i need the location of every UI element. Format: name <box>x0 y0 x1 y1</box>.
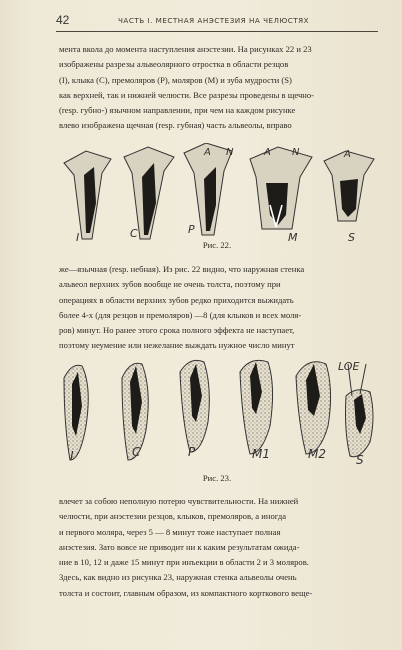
text-line: же—язычная (resp. небная). Из рис. 22 видно, что наружная стенка <box>59 264 305 274</box>
text-line: и первого моляра, через 5 — 8 минут тоже наступает полная <box>59 526 281 537</box>
text-line: влево изображена щечная (resp. губная) часть альвеолы, вправо <box>59 120 292 131</box>
page-header <box>56 13 378 32</box>
fig23-label-M1: M1 <box>252 447 270 461</box>
fig23-label-M2: M2 <box>308 447 326 461</box>
figure-23-illustration <box>56 356 378 466</box>
tooth-section-premolar <box>184 143 234 236</box>
mandible-section-premolar <box>180 360 209 459</box>
text-line: анэстезия. Зато вовсе не приводит ни к каким результатам ожида- <box>59 541 300 552</box>
page-number: 42 <box>56 13 70 27</box>
text-line: изображены разрезы альвеолярного отростка в области резцов <box>59 59 289 70</box>
text-line: толста и состоит, главным образом, из компактного корткового веще- <box>59 587 313 598</box>
fig22-mark-A1: A <box>204 147 211 158</box>
text-line: (resp. губно-) язычном направлении, при чем на каждом рисунке <box>59 105 296 116</box>
text-line: поэтому неумение или нежелание выждать нужное число минут <box>59 340 295 351</box>
tooth-section-wisdom <box>324 149 374 243</box>
text-line: мента вкола до момента наступления анэстезии. На рисунках 22 и 23 <box>59 44 312 54</box>
mandible-section-molar-2 <box>296 362 331 461</box>
fig22-mark-N1: N <box>226 147 234 158</box>
text-line: ров) минут. Но ранее этого срока полного эффекта не наступает, <box>59 325 295 336</box>
tooth-section-canine <box>124 147 174 240</box>
fig22-label-C: C <box>130 227 138 240</box>
mandible-section-canine <box>122 363 148 460</box>
mandible-section-molar-1 <box>240 360 273 461</box>
fig22-mark-A3: A <box>344 149 351 160</box>
tooth-section-incisor <box>64 151 111 243</box>
fig23-label-C: C <box>132 445 141 459</box>
text-line: более 4-х (для резцов и премоляров) —8 (для клыков и всех моля- <box>59 309 302 320</box>
text-line: ние в 10, 12 и даже 15 минут при инъекции в области 2 и 3 моляров. <box>59 557 309 568</box>
fig22-label-M: M <box>288 231 298 243</box>
fig22-label-P: P <box>188 223 195 236</box>
mandible-section-wisdom <box>338 360 373 466</box>
mandible-section-incisor <box>64 365 88 463</box>
fig22-mark-A2: A <box>264 147 271 158</box>
figure-22-caption: Рис. 22. <box>202 240 232 250</box>
running-title: ЧАСТЬ I. МЕСТНАЯ АНЭСТЕЗИЯ НА ЧЕЛЮСТЯХ <box>118 16 310 25</box>
text-line: челюсти, при анэстезии резцов, клыков, премоляров, а иногда <box>59 511 287 522</box>
fig23-label-S: S <box>356 453 364 466</box>
paragraph-2 <box>59 262 377 354</box>
paragraph-1 <box>59 42 377 134</box>
text-line: влечет за собою неполную потерю чувствительности. На нижней <box>59 496 299 506</box>
fig22-label-I: I <box>76 231 80 243</box>
tooth-section-molar <box>250 147 312 243</box>
figure-23-caption: Рис. 23. <box>202 473 232 483</box>
text-line: (I), клыка (C), премоляров (P), моляров (M) и зуба мудрости (S) <box>59 74 292 85</box>
fig23-label-P: P <box>188 445 196 459</box>
text-line: как верхней, так и нижней челюсти. Все разрезы проведены в щечно- <box>59 89 315 100</box>
fig23-label-I: I <box>70 449 74 463</box>
text-line: операциях в области верхних зубов редко приходится выжидать <box>59 294 294 305</box>
text-line: Здесь, как видно из рисунка 23, наружная стенка альвеолы очень <box>59 572 297 583</box>
fig22-mark-N2: N <box>292 147 300 158</box>
figure-22-illustration <box>56 143 378 243</box>
paragraph-3 <box>59 494 377 601</box>
text-line: альвеол верхних зубов вообще не очень толста, поэтому при <box>59 279 281 290</box>
fig22-label-S: S <box>348 231 355 243</box>
fig23-mark-LOE: LOE <box>338 360 360 373</box>
